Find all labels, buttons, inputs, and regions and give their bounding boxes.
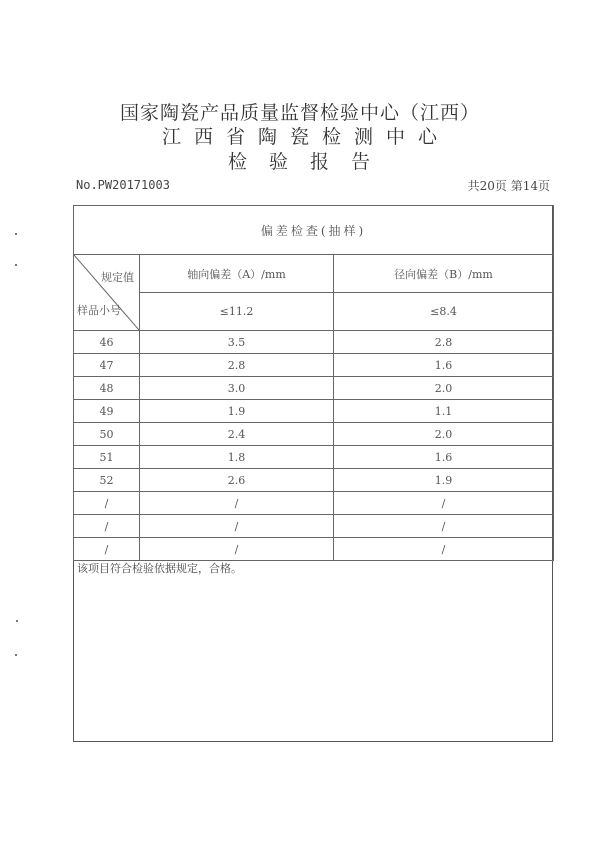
- radial-deviation-cell: 1.6: [334, 446, 554, 469]
- sample-number-cell: 46: [74, 331, 140, 354]
- sample-number-cell: 51: [74, 446, 140, 469]
- table-title: 偏差检查(抽样): [74, 206, 554, 255]
- scan-speck: [15, 654, 17, 656]
- sample-number-label: 样品小号: [77, 304, 121, 317]
- sample-number-cell: 52: [74, 469, 140, 492]
- axial-deviation-cell: /: [140, 492, 334, 515]
- radial-deviation-cell: /: [334, 538, 554, 561]
- radial-deviation-cell: /: [334, 515, 554, 538]
- radial-deviation-header: 径向偏差（B）/mm: [334, 255, 554, 293]
- axial-deviation-cell: /: [140, 515, 334, 538]
- axial-deviation-cell: 3.0: [140, 377, 334, 400]
- deviation-table: [73, 205, 554, 561]
- sample-number-cell: 47: [74, 354, 140, 377]
- table-row: [74, 446, 554, 469]
- table-row: [74, 331, 554, 354]
- sample-number-cell: 49: [74, 400, 140, 423]
- table-row: [74, 515, 554, 538]
- axial-deviation-header: 轴向偏差（A）/mm: [140, 255, 334, 293]
- diagonal-line: [74, 255, 139, 330]
- table-row: [74, 423, 554, 446]
- axial-deviation-cell: 2.6: [140, 469, 334, 492]
- page-info: 共20页 第14页: [467, 179, 550, 193]
- table-row: [74, 400, 554, 423]
- radial-deviation-cell: 1.6: [334, 354, 554, 377]
- sample-number-cell: /: [74, 538, 140, 561]
- axial-deviation-cell: 3.5: [140, 331, 334, 354]
- radial-deviation-cell: 2.0: [334, 377, 554, 400]
- radial-deviation-cell: 2.0: [334, 423, 554, 446]
- radial-deviation-cell: 1.1: [334, 400, 554, 423]
- table-row: [74, 492, 554, 515]
- diagonal-header-cell: [74, 255, 140, 331]
- radial-deviation-cell: 1.9: [334, 469, 554, 492]
- axial-spec-value: ≤11.2: [140, 293, 334, 331]
- scan-speck: [15, 264, 17, 266]
- radial-spec-value: ≤8.4: [334, 293, 554, 331]
- table-row: [74, 377, 554, 400]
- center-title: 江西省陶瓷检测中心: [161, 126, 450, 148]
- sample-number-cell: /: [74, 492, 140, 515]
- table-row: [74, 354, 554, 377]
- radial-deviation-cell: 2.8: [334, 331, 554, 354]
- scan-speck: [16, 620, 18, 622]
- sample-number-cell: /: [74, 515, 140, 538]
- sample-number-cell: 50: [74, 423, 140, 446]
- spec-value-label: 规定值: [101, 271, 134, 284]
- conclusion-text: 该项目符合检验依据规定，合格。: [77, 562, 242, 575]
- sample-number-cell: 48: [74, 377, 140, 400]
- table-row: [74, 538, 554, 561]
- report-title: 检验报告: [227, 151, 392, 173]
- axial-deviation-cell: 2.8: [140, 354, 334, 377]
- axial-deviation-cell: 1.9: [140, 400, 334, 423]
- radial-deviation-cell: /: [334, 492, 554, 515]
- table-row: [74, 469, 554, 492]
- institution-title: 国家陶瓷产品质量监督检验中心（江西）: [119, 102, 480, 124]
- scan-speck: [15, 233, 17, 235]
- axial-deviation-cell: 2.4: [140, 423, 334, 446]
- axial-deviation-cell: /: [140, 538, 334, 561]
- report-number: No.PW20171003: [76, 178, 170, 192]
- axial-deviation-cell: 1.8: [140, 446, 334, 469]
